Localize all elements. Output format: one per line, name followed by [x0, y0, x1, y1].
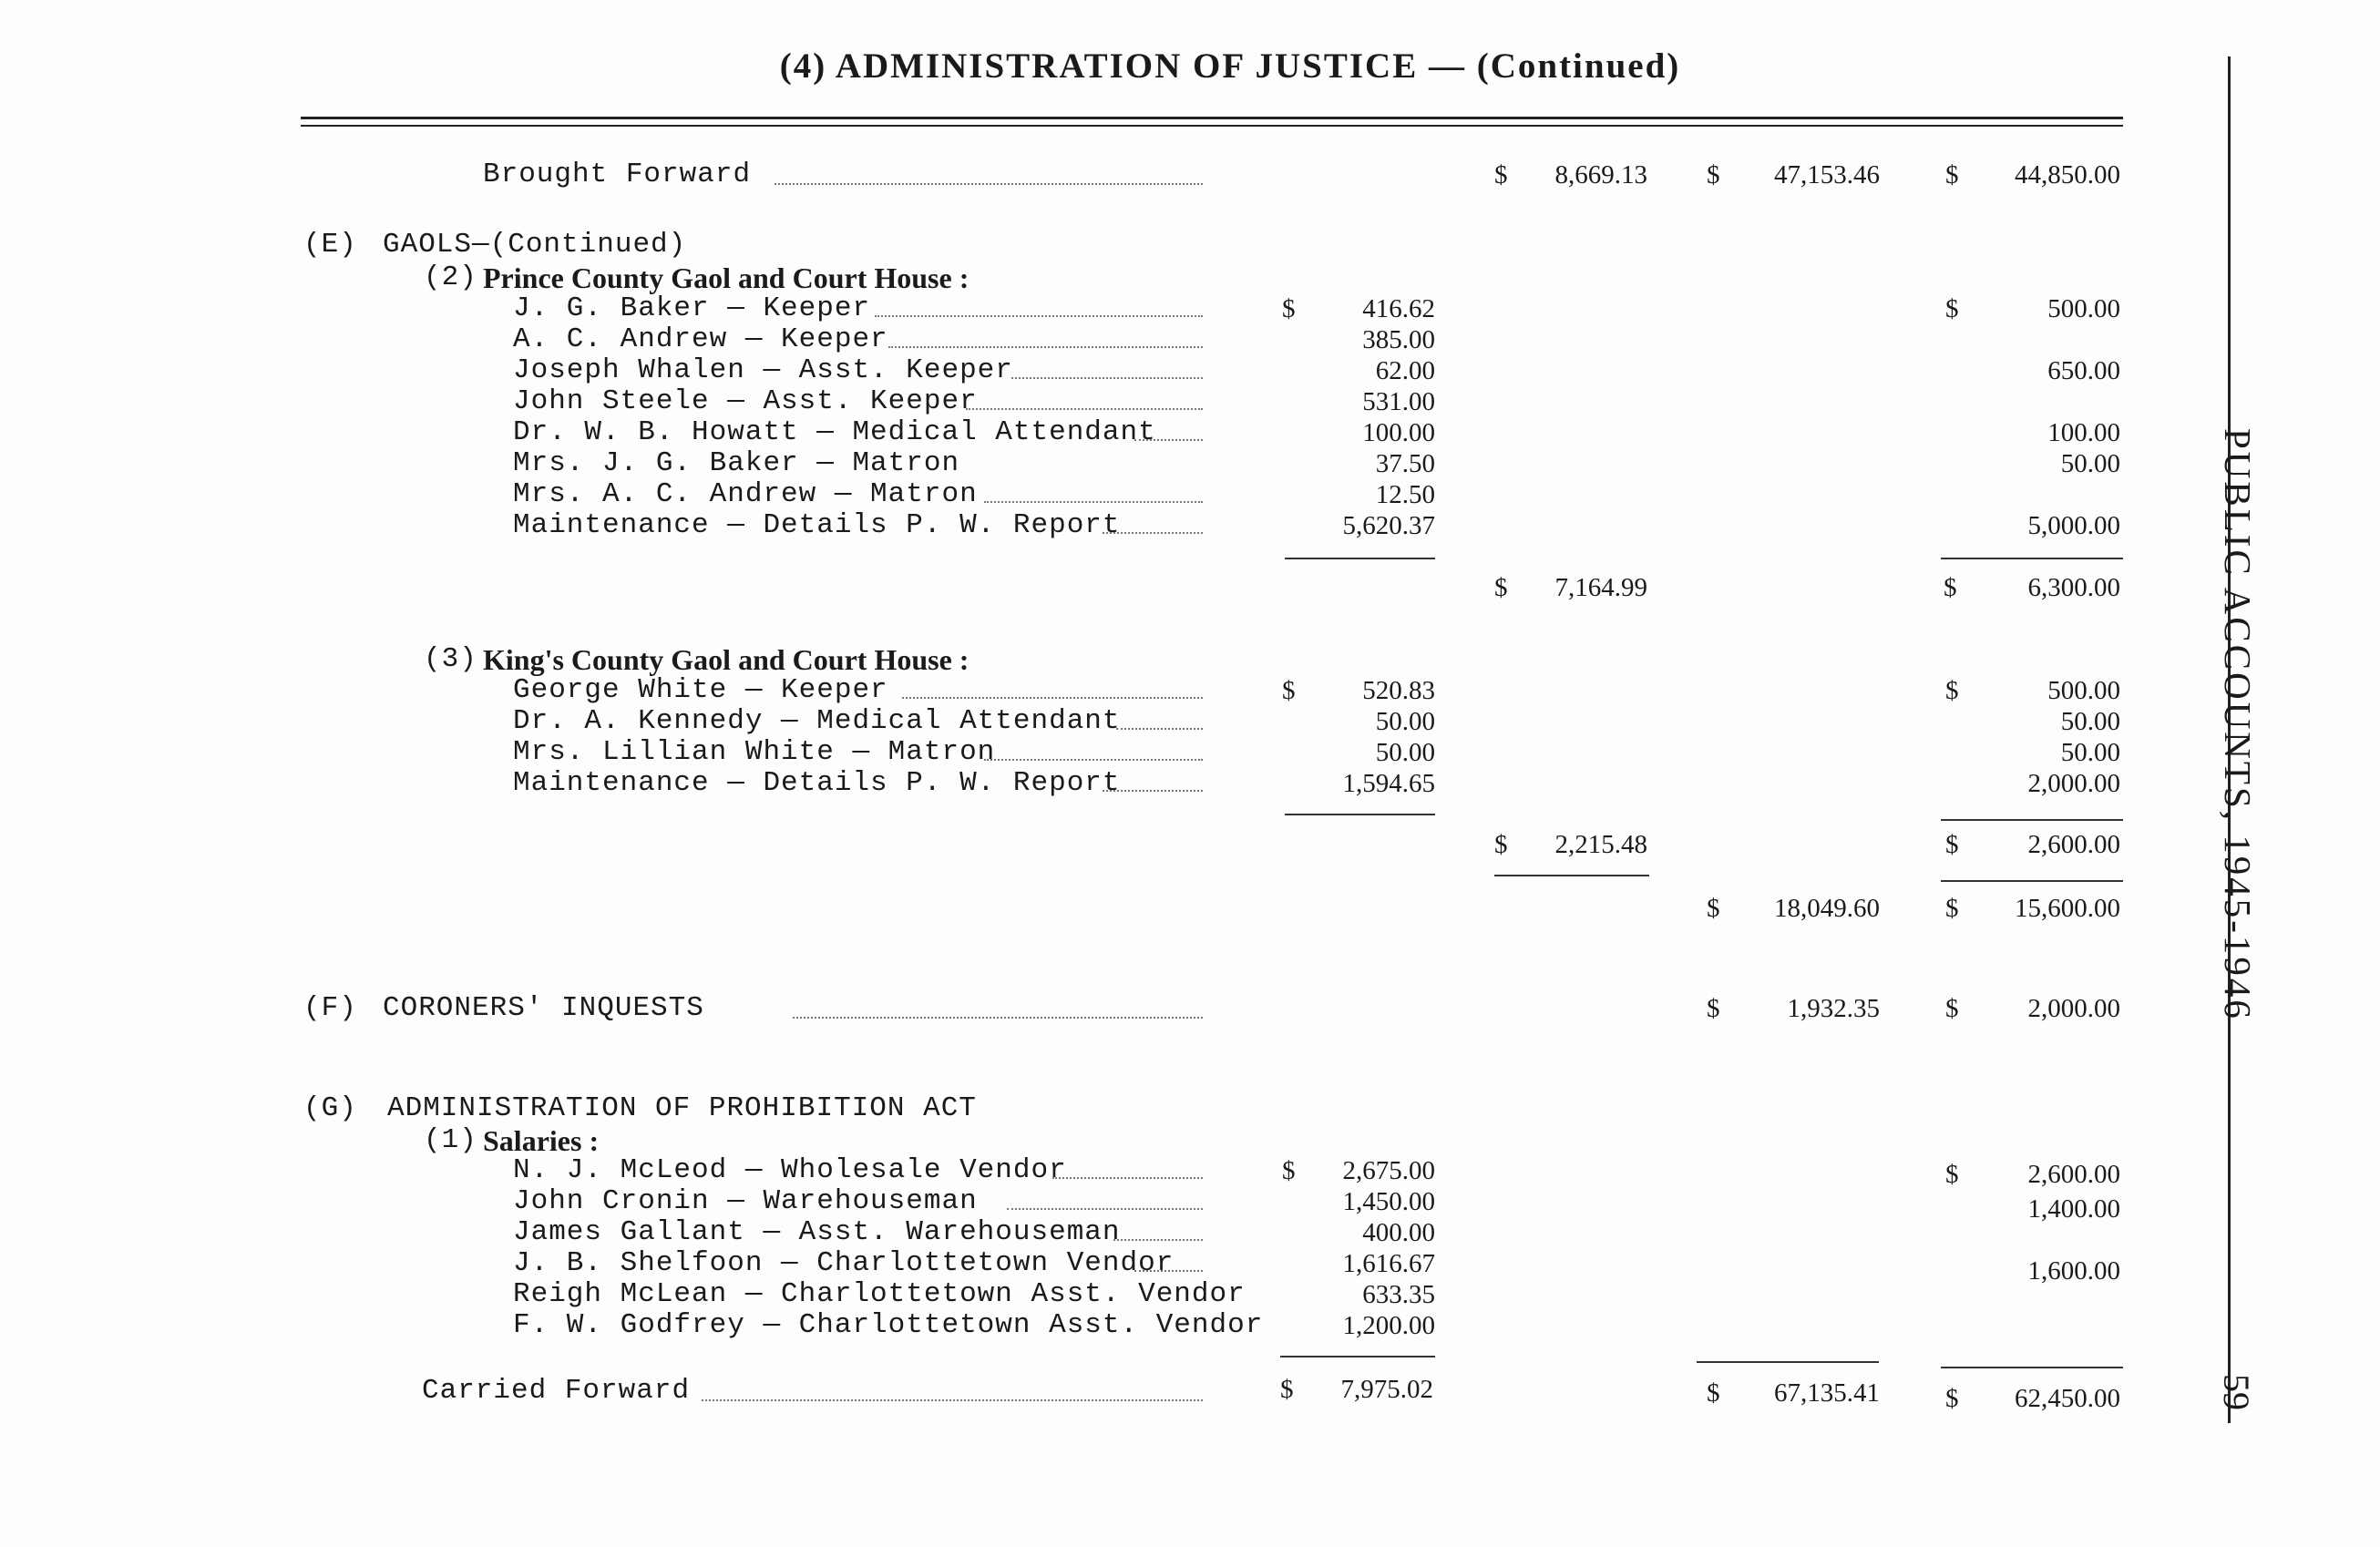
list-item-amount: 100.00: [1362, 418, 1435, 447]
list-item-amount: 1,616.67: [1342, 1249, 1435, 1278]
leader-dots: [966, 408, 1203, 410]
list-item-amount: 520.83: [1362, 676, 1435, 705]
currency-symbol: $: [1945, 830, 1959, 859]
carried-forward-col3: 67,135.41: [1774, 1378, 1880, 1408]
currency-symbol: $: [1945, 1160, 1959, 1189]
leader-dots: [793, 1017, 1203, 1019]
section-f-letter: (F): [303, 992, 357, 1024]
currency-symbol: $: [1944, 573, 1957, 602]
list-item-amount: 400.00: [1362, 1218, 1435, 1247]
list-item-amount: 1,450.00: [1342, 1187, 1435, 1216]
subtotal-rule: [1941, 880, 2123, 882]
list-item-amount: 385.00: [1362, 325, 1435, 354]
leader-dots: [984, 759, 1203, 761]
carried-forward-col1: 7,975.02: [1340, 1375, 1433, 1404]
leader-dots: [1011, 377, 1203, 379]
list-item-amount: 50.00: [1375, 707, 1435, 736]
list-item-label: John Cronin — Warehouseman: [513, 1185, 978, 1217]
currency-symbol: $: [1945, 294, 1959, 323]
list-item-amount: 12.50: [1375, 480, 1435, 509]
list-item-amount: 531.00: [1362, 387, 1435, 416]
list-item-label: Maintenance — Details P. W. Report: [513, 767, 1121, 799]
kings-total: 2,215.48: [1554, 830, 1647, 859]
section-f-title: CORONERS' INQUESTS: [383, 992, 704, 1024]
leader-dots: [702, 1399, 1203, 1401]
section-g-letter: (G): [303, 1092, 357, 1124]
leader-dots: [1134, 439, 1203, 441]
currency-symbol: $: [1707, 1378, 1720, 1408]
leader-dots: [1103, 790, 1203, 792]
list-item-label: J. B. Shelfoon — Charlottetown Vendor: [513, 1247, 1175, 1279]
list-item-label: A. C. Andrew — Keeper: [513, 323, 888, 355]
prince-number: (2): [424, 261, 477, 293]
list-item-amount: 1,594.65: [1342, 769, 1435, 798]
list-item-label: F. W. Godfrey — Charlottetown Asst. Vendor: [513, 1309, 1264, 1341]
list-item-estimate: 2,600.00: [2027, 1160, 2120, 1189]
list-item-amount: 1,200.00: [1342, 1311, 1435, 1340]
list-item-amount: 416.62: [1362, 294, 1435, 323]
currency-symbol: $: [1945, 894, 1959, 923]
currency-symbol: $: [1707, 160, 1720, 190]
currency-symbol: $: [1945, 160, 1959, 190]
section-g-sub-title: Salaries :: [483, 1124, 600, 1157]
list-item-estimate: 100.00: [2047, 418, 2120, 447]
list-item-amount: 62.00: [1375, 356, 1435, 385]
header-rule-top: [301, 117, 2123, 119]
subtotal-rule: [1941, 819, 2123, 821]
list-item-amount: 37.50: [1375, 449, 1435, 478]
leader-dots: [775, 183, 1203, 185]
list-item-label: Dr. A. Kennedy — Medical Attendant: [513, 705, 1121, 737]
leader-dots: [902, 697, 1203, 699]
leader-dots: [1113, 1239, 1203, 1241]
leader-dots: [1103, 532, 1203, 534]
list-item-estimate: 50.00: [2060, 707, 2120, 736]
leader-dots: [1052, 1177, 1203, 1179]
carried-forward-label: Carried Forward: [422, 1375, 691, 1407]
list-item-label: Joseph Whalen — Asst. Keeper: [513, 354, 1013, 386]
section-e-total: 18,049.60: [1774, 894, 1880, 923]
leader-dots: [888, 346, 1203, 348]
list-item-label: Maintenance — Details P. W. Report: [513, 509, 1121, 541]
section-e-letter: (E): [303, 229, 357, 261]
list-item-amount: 50.00: [1375, 738, 1435, 767]
kings-title: King's County Gaol and Court House :: [483, 643, 969, 676]
list-item-estimate: 500.00: [2047, 294, 2120, 323]
list-item-estimate: 1,400.00: [2027, 1194, 2120, 1224]
brought-forward-label: Brought Forward: [483, 159, 752, 190]
prince-title: Prince County Gaol and Court House :: [483, 261, 969, 294]
list-item-estimate: 650.00: [2047, 356, 2120, 385]
currency-symbol: $: [1282, 1156, 1296, 1185]
list-item-estimate: 50.00: [2060, 738, 2120, 767]
list-item-label: James Gallant — Asst. Warehouseman: [513, 1216, 1121, 1248]
section-g-title: ADMINISTRATION OF PROHIBITION ACT: [387, 1092, 977, 1124]
list-item-label: Mrs. J. G. Baker — Matron: [513, 447, 960, 479]
kings-total-estimate: 2,600.00: [2027, 830, 2120, 859]
page-title: (4) ADMINISTRATION OF JUSTICE — (Continued): [779, 46, 1681, 86]
section-e-title: GAOLS—(Continued): [383, 229, 687, 261]
list-item-label: George White — Keeper: [513, 674, 888, 706]
carried-forward-col4: 62,450.00: [2015, 1384, 2120, 1413]
subtotal-rule: [1280, 1356, 1435, 1357]
brought-forward-col2: 8,669.13: [1554, 160, 1647, 190]
list-item-amount: 633.35: [1362, 1280, 1435, 1309]
list-item-label: Reigh McLean — Charlottetown Asst. Vendor: [513, 1278, 1246, 1310]
list-item-estimate: 2,000.00: [2027, 769, 2120, 798]
leader-dots: [1116, 728, 1203, 730]
list-item-amount: 2,675.00: [1342, 1156, 1435, 1185]
currency-symbol: $: [1945, 1384, 1959, 1413]
subtotal-rule: [1941, 558, 2123, 559]
page-number: 59: [2216, 1374, 2257, 1410]
currency-symbol: $: [1707, 894, 1720, 923]
subtotal-rule: [1941, 1367, 2123, 1368]
list-item-label: Mrs. Lillian White — Matron: [513, 736, 996, 768]
currency-symbol: $: [1280, 1375, 1294, 1404]
currency-symbol: $: [1945, 994, 1959, 1023]
currency-symbol: $: [1282, 676, 1296, 705]
prince-total-estimate: 6,300.00: [2027, 573, 2120, 602]
currency-symbol: $: [1707, 994, 1720, 1023]
list-item-amount: 5,620.37: [1342, 511, 1435, 540]
list-item-estimate: 50.00: [2060, 449, 2120, 478]
leader-dots: [984, 501, 1203, 503]
section-f-estimate: 2,000.00: [2027, 994, 2120, 1023]
list-item-label: J. G. Baker — Keeper: [513, 292, 871, 324]
list-item-label: N. J. McLeod — Wholesale Vendor: [513, 1154, 1067, 1186]
prince-total: 7,164.99: [1554, 573, 1647, 602]
leader-dots: [1007, 1208, 1203, 1210]
list-item-estimate: 500.00: [2047, 676, 2120, 705]
section-e-estimate: 15,600.00: [2015, 894, 2120, 923]
header-rule-bottom: [301, 125, 2123, 127]
list-item-label: John Steele — Asst. Keeper: [513, 385, 978, 417]
kings-number: (3): [424, 643, 477, 675]
currency-symbol: $: [1945, 676, 1959, 705]
subtotal-rule: [1494, 875, 1649, 876]
currency-symbol: $: [1494, 160, 1508, 190]
subtotal-rule: [1285, 814, 1435, 815]
currency-symbol: $: [1494, 830, 1508, 859]
list-item-estimate: 1,600.00: [2027, 1256, 2120, 1286]
brought-forward-col3: 47,153.46: [1774, 160, 1880, 190]
leader-dots: [1134, 1270, 1203, 1272]
subtotal-rule: [1285, 558, 1435, 559]
side-header: PUBLIC ACCOUNTS, 1945-1946: [2217, 428, 2259, 1021]
currency-symbol: $: [1494, 573, 1508, 602]
subtotal-rule: [1697, 1361, 1879, 1363]
brought-forward-col4: 44,850.00: [2015, 160, 2120, 190]
list-item-label: Mrs. A. C. Andrew — Matron: [513, 478, 978, 510]
list-item-label: Dr. W. B. Howatt — Medical Attendant: [513, 416, 1156, 448]
currency-symbol: $: [1282, 294, 1296, 323]
section-g-sub-number: (1): [424, 1124, 477, 1156]
section-f-total: 1,932.35: [1787, 994, 1880, 1023]
list-item-estimate: 5,000.00: [2027, 511, 2120, 540]
leader-dots: [875, 315, 1203, 317]
